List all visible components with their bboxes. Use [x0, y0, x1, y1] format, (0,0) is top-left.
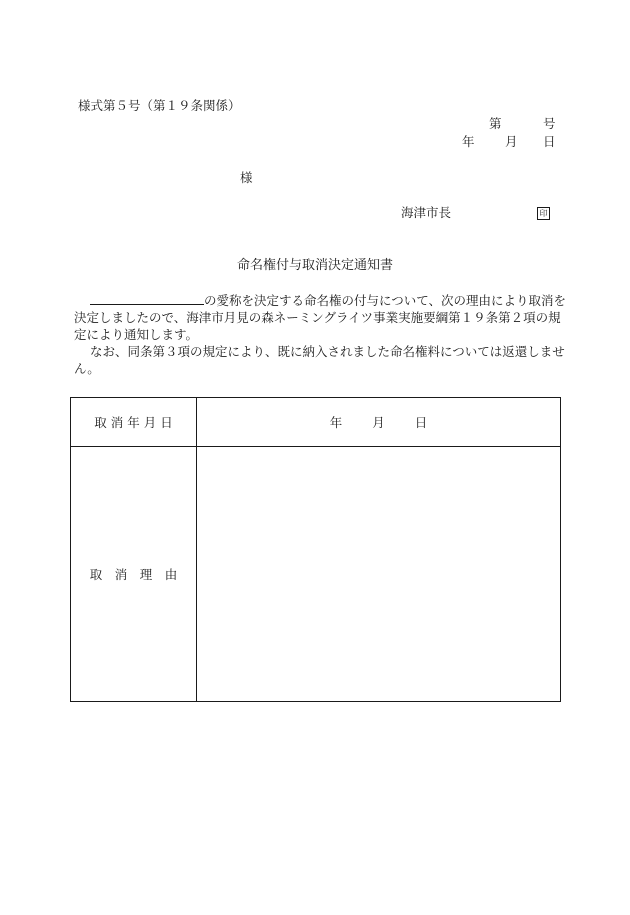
body-paragraph-2: なお、同条第３項の規定により、既に納入されました命名権料については返還しません。 — [74, 344, 565, 376]
blank-name-line[interactable] — [90, 293, 204, 305]
cancel-reason-label: 取 消 理 由 — [71, 447, 197, 702]
doc-number-suffix: 号 — [543, 116, 556, 131]
form-number: 様式第５号（第１９条関係） — [78, 98, 241, 113]
body-paragraph-1: の愛称を決定する命名権の付与について、次の理由により取消を決定しましたので、海津市月見の森ネーミングライツ事業実施要綱第１９条第２項の規定により通知します。 — [74, 293, 567, 342]
body-text — [74, 292, 566, 377]
date-year-label: 年 — [462, 134, 475, 149]
cancel-reason-field[interactable] — [197, 447, 561, 702]
seal-icon: 印 — [537, 207, 550, 220]
cancel-date-label: 取 消 年 月 日 — [71, 398, 197, 447]
doc-number-prefix: 第 — [489, 116, 502, 131]
issuer-name: 海津市長 — [401, 205, 452, 220]
cancel-date-field[interactable]: 年 月 日 — [197, 398, 561, 447]
date-day-label: 日 — [543, 134, 556, 149]
table-row-date — [71, 398, 561, 447]
addressee-suffix: 様 — [240, 170, 253, 185]
table-row-reason — [71, 447, 561, 702]
document-title: 命名権付与取消決定通知書 — [236, 258, 393, 273]
date-month-label: 月 — [505, 134, 518, 149]
cancellation-table — [70, 397, 561, 702]
